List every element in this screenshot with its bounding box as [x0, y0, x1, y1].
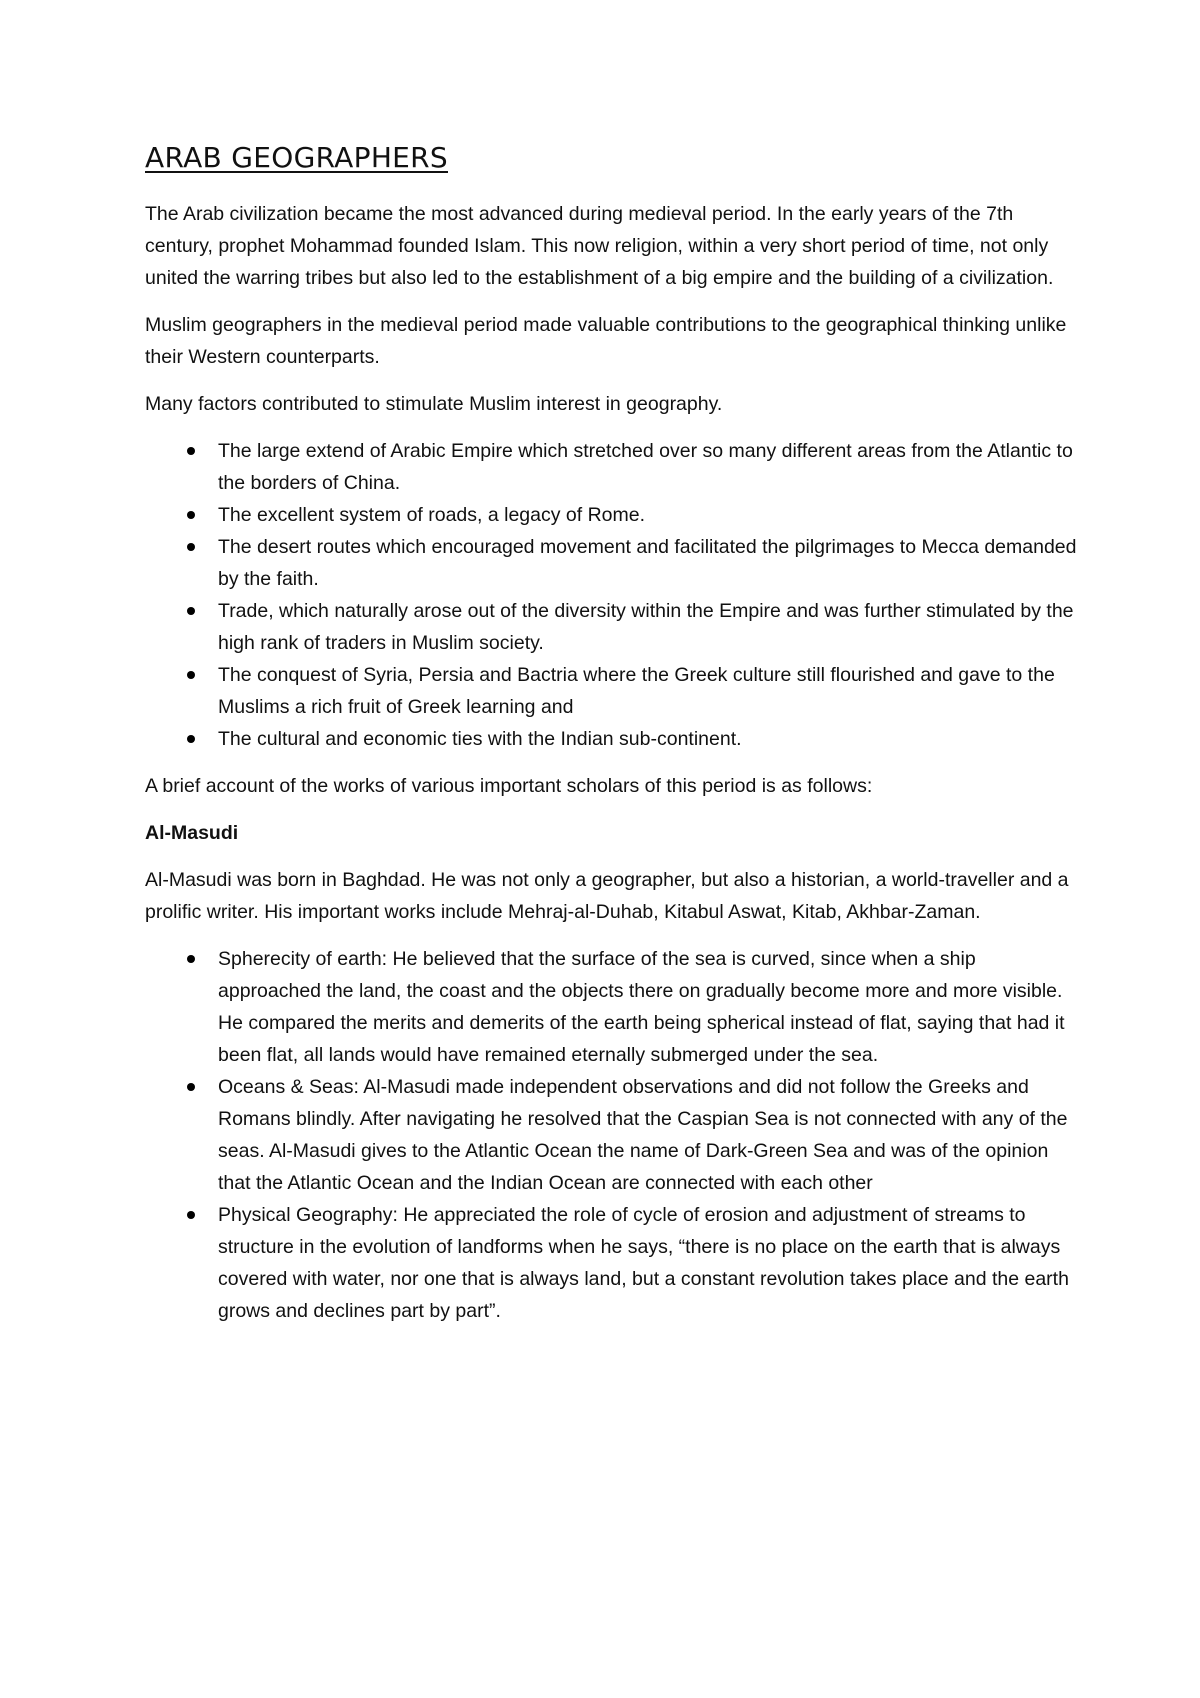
list-item: [145, 659, 1080, 723]
bullet-icon: [187, 543, 195, 551]
list-item-text: The cultural and economic ties with the Indian sub-continent.: [218, 728, 742, 750]
document-body: [145, 138, 1075, 1342]
bullet-icon: [187, 671, 195, 679]
scholars-intro-paragraph: A brief account of the works of various important scholars of this period is as follows:: [145, 775, 873, 797]
al-masudi-points-list: [145, 943, 1075, 1327]
section-heading: Al-Masudi: [145, 822, 239, 844]
list-item-text: Spherecity of earth: He believed that the surface of the sea is curved, since when a ship approached the land, the coast and the objects there on gradually become more and more visible. He compared the merits and demerits of the earth being spherical instead of flat, saying that had it been flat, all lands would have remained eternally submerged under the sea.: [218, 948, 1065, 1066]
bullet-icon: [187, 511, 195, 519]
list-item: [145, 499, 1080, 531]
bullet-icon: [187, 447, 195, 455]
list-item-text: The excellent system of roads, a legacy of Rome.: [218, 504, 646, 526]
factors-list: [145, 435, 1075, 755]
contributions-paragraph: Muslim geographers in the medieval period made valuable contributions to the geographical thinking unlike their Western counterparts.: [145, 314, 1067, 368]
list-item-text: Trade, which naturally arose out of the diversity within the Empire and was further stimulated by the high rank of traders in Muslim society.: [218, 600, 1074, 654]
list-item: [145, 1071, 1080, 1199]
list-item: [145, 943, 1080, 1071]
list-item: [145, 595, 1080, 659]
factors-intro-paragraph: Many factors contributed to stimulate Muslim interest in geography.: [145, 393, 723, 415]
list-item: [145, 723, 1080, 755]
list-item: [145, 1199, 1080, 1327]
bullet-icon: [187, 955, 195, 963]
list-item-text: Physical Geography: He appreciated the role of cycle of erosion and adjustment of streams to structure in the evolution of landforms when he says, “there is no place on the earth that is always covered with water, nor one that is always land, but a constant revolution takes place and the earth grows and declines part by part”.: [218, 1204, 1069, 1322]
intro-paragraph: The Arab civilization became the most advanced during medieval period. In the early years of the 7th century, prophet Mohammad founded Islam. This now religion, within a very short period of time, not only united the warring tribes but also led to the establishment of a big empire and the building of a civilization.: [145, 203, 1054, 289]
list-item: [145, 435, 1080, 499]
al-masudi-paragraph: Al-Masudi was born in Baghdad. He was not only a geographer, but also a historian, a world-traveller and a prolific writer. His important works include Mehraj-al-Duhab, Kitabul Aswat, Kitab, Akhbar-Zaman.: [145, 869, 1069, 923]
bullet-icon: [187, 1083, 195, 1091]
list-item: [145, 531, 1080, 595]
bullet-icon: [187, 735, 195, 743]
bullet-icon: [187, 607, 195, 615]
bullet-icon: [187, 1211, 195, 1219]
list-item-text: The desert routes which encouraged movement and facilitated the pilgrimages to Mecca demanded by the faith.: [218, 536, 1077, 590]
list-item-text: The conquest of Syria, Persia and Bactria where the Greek culture still flourished and gave to the Muslims a rich fruit of Greek learning and: [218, 664, 1055, 718]
list-item-text: The large extend of Arabic Empire which stretched over so many different areas from the Atlantic to the borders of China.: [218, 440, 1073, 494]
list-item-text: Oceans & Seas: Al-Masudi made independent observations and did not follow the Greeks and Romans blindly. After navigating he resolved that the Caspian Sea is not connected with any of the seas. Al-Masudi gives to the Atlantic Ocean the name of Dark-Green Sea and was of the opinion that the Atlantic Ocean and the Indian Ocean are connected with each other: [218, 1076, 1068, 1194]
document-title: ARAB GEOGRAPHERS: [145, 141, 448, 174]
